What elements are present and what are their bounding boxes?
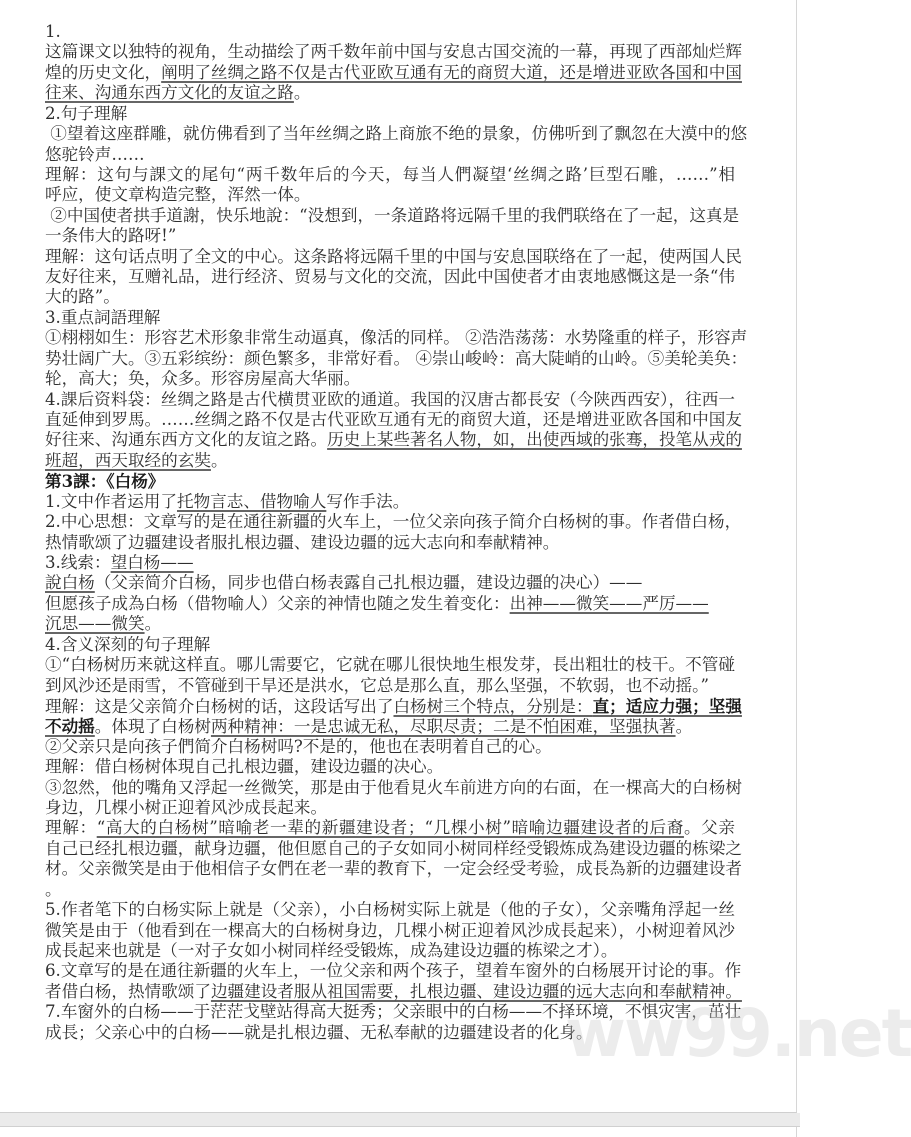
- text-line: [45, 246, 742, 267]
- text-segment: 大的路”。: [45, 287, 120, 307]
- text-segment: 友好往来，互赠礼品，进行经济、贸易与文化的交流，因此中国使者才由衷地感慨这是一条“伟: [45, 267, 735, 287]
- text-line: [45, 451, 735, 471]
- text-segment: 。体現了白杨树: [94, 717, 211, 737]
- text-line: [45, 328, 748, 348]
- text-line: [45, 553, 735, 573]
- text-segment: ②父亲只是向孩子們简介白杨树吗?不是的，他也在表明着自己的心。: [45, 736, 552, 756]
- text-segment: 势壮阔广大。③五彩缤纷：颜色繁多，非常好看。 ④崇山峻岭：高大陡峭的山岭。⑤美轮美奂：: [45, 348, 748, 368]
- text-line: [45, 737, 735, 757]
- text-line: [45, 165, 735, 185]
- underlined-text: 直；适应力强；坚强: [592, 695, 742, 716]
- text-segment: 理解：这是父亲简介白杨树的话，这段话写出了: [45, 696, 394, 716]
- text-line: [45, 900, 735, 920]
- text-line: [45, 1002, 742, 1022]
- text-segment: 一条伟大的路呀!”: [45, 226, 177, 246]
- text-line: [45, 390, 735, 410]
- text-segment: 。: [293, 83, 311, 103]
- underlined-text: 不动摇: [45, 716, 95, 737]
- text-line: [45, 471, 735, 491]
- text-line: [45, 655, 735, 675]
- text-line: [45, 287, 735, 307]
- text-segment: （父亲简介白杨，同步也借白杨表露自己扎根边疆，建设边疆的决心）——: [94, 573, 643, 593]
- underlined-text: 阐明了丝绸之路不仅是古代亚欧互通有无的商贸大道，还是增进亚欧各国和中国: [161, 62, 742, 82]
- text-line: [45, 492, 735, 512]
- text-line: [45, 798, 735, 818]
- text-segment: 自己已经扎根边疆，献身边疆，他但愿自己的子女如同小树同样经受锻炼成為建设边疆的栋梁之: [45, 838, 742, 858]
- text-line: [45, 573, 735, 593]
- text-segment: 5.作者笔下的白杨实际上就是（父亲），小白杨树实际上就是（他的子女），父亲嘴角浮起一丝: [45, 900, 735, 920]
- text-segment: 成長起来也就是（一对子女如小树同样经受锻炼，成為建设边疆的栋梁之才）。: [45, 940, 618, 960]
- text-segment: 。: [45, 879, 62, 899]
- text-segment: 身边，几棵小树正迎着风沙成長起来。: [45, 798, 328, 818]
- text-line: [45, 838, 742, 859]
- text-line: [45, 880, 735, 900]
- text-line: [45, 104, 735, 124]
- text-line: [45, 941, 735, 961]
- text-line: [45, 226, 735, 246]
- text-segment: 6.文章写的是在通往新疆的火车上，一位父亲和两个孩子，望着车窗外的白杨展开讨论的事。作: [45, 961, 742, 981]
- text-segment: 写作手法。: [326, 491, 410, 511]
- text-segment: 者借白杨，热情歌颂了: [45, 981, 211, 1001]
- text-segment: 4.含义深刻的句子理解: [45, 634, 211, 654]
- text-line: [45, 42, 742, 62]
- text-segment: ①“白杨树历来就这样直。哪儿需要它，它就在哪儿很快地生根发芽，長出粗壮的枝干。不管碰: [45, 655, 735, 675]
- text-line: [45, 777, 742, 798]
- text-segment: 7.车窗外的白杨——于茫茫戈壁站得高大挺秀；父亲眼中的白杨——不择环境，不惧灾害，茁壮: [45, 1002, 742, 1022]
- text-segment: 轮，高大；奂，众多。形容房屋高大华丽。: [45, 369, 361, 389]
- underlined-text: 班超，西天取经的玄奘: [45, 450, 211, 470]
- text-segment: 到风沙还是雨雪，不管碰到干旱还是洪水，它总是那么直，那么坚强，不软弱，也不动摇。”: [45, 675, 709, 695]
- text-line: [45, 533, 735, 553]
- underlined-text: 說白杨: [45, 573, 95, 593]
- text-line: [45, 124, 748, 144]
- text-segment: 成長；父亲心中的白杨——就是扎根边疆、无私奉献的边疆建设者的化身。: [45, 1022, 593, 1042]
- text-line: [45, 961, 742, 981]
- text-segment: 。: [675, 717, 693, 737]
- text-segment: 悠驼铃声……: [45, 144, 145, 164]
- underlined-text: 往来、沟通东西方文化的友谊之路: [45, 83, 294, 103]
- text-line: [45, 185, 735, 205]
- text-segment: 3.重点詞語理解: [45, 307, 161, 327]
- text-line: [45, 859, 742, 879]
- text-segment: ②中国使者拱手道謝，快乐地說：“没想到，一条道路将远隔千里的我們联络在了一起，这真是: [45, 205, 740, 225]
- underlined-text: 两种精神：一是忠诚无私，尽职尽责；二是不怕困难，坚强执著: [210, 717, 676, 737]
- text-segment: 。: [210, 450, 228, 470]
- text-segment: 3.线索：: [45, 552, 111, 572]
- text-segment: 好往来、沟通东西方文化的友谊之路。: [45, 430, 328, 450]
- text-segment: 理解：: [45, 818, 97, 838]
- text-segment: 1.文中作者运用了: [45, 491, 177, 511]
- underlined-text: 边疆建设者服从祖国需要，扎根边疆、建设边疆的远大志向和奉献精神。: [210, 981, 742, 1001]
- page-gap: [0, 1113, 800, 1127]
- text-line: [45, 635, 735, 655]
- text-segment: 1.: [45, 22, 61, 41]
- text-segment: ③忽然，他的嘴角又浮起一丝微笑，那是由于他看見火车前进方向的右面，在一棵高大的白杨树: [45, 777, 742, 797]
- text-segment: 理解：这句话点明了全文的中心。这条路将远隔千里的中国与安息国联络在了一起，使两国人民: [45, 246, 742, 266]
- text-segment: 但愿孩子成為白杨（借物喻人）父亲的神情也随之发生着变化：: [45, 593, 510, 613]
- text-segment: 2.句子理解: [45, 103, 128, 123]
- text-line: [45, 512, 742, 532]
- text-line: [45, 1023, 735, 1043]
- underlined-text: 托物言志、借物喻人: [177, 491, 327, 511]
- text-segment: 。父亲: [683, 818, 736, 838]
- underlined-text: 历史上某些著名人物，如，出使西域的张骞，投笔从戎的: [327, 430, 742, 450]
- text-line: [45, 676, 735, 696]
- text-line: [45, 205, 740, 226]
- text-line: [45, 614, 735, 634]
- text-line: [45, 308, 735, 328]
- text-line: [45, 757, 735, 777]
- text-line: [45, 410, 742, 430]
- underlined-text: 白杨树三个特点，分别是：: [393, 696, 593, 716]
- text-segment: 这篇课文以独特的视角，生动描绘了两千数年前中国与安息古国交流的一幕，再现了西部灿烂辉: [45, 42, 742, 62]
- text-segment: 煌的历史文化，: [45, 62, 162, 82]
- text-segment: 。: [144, 614, 162, 634]
- text-segment: ①望着这座群雕，就仿佛看到了当年丝绸之路上商旅不绝的景象，仿佛听到了飘忽在大漠中的悠: [45, 124, 748, 144]
- next-page: [0, 1127, 797, 1137]
- text-segment: 理解：这句与課文的尾句“两千数年后的今天，每当人們凝望‘丝绸之路’巨型石雕，……”相: [45, 164, 735, 184]
- text-segment: 呼应，使文章构造完整，浑然一体。: [45, 185, 311, 205]
- text-line: [45, 818, 735, 838]
- text-segment: 4.課后资料袋：丝绸之路是古代横贯亚欧的通道。我国的汉唐古都長安（今陕西西安），往西一: [45, 389, 735, 409]
- text-segment: 材。父亲微笑是由于他相信子女們在老一辈的教育下，一定会经受考验，成長為新的边疆建设者: [45, 859, 742, 879]
- text-line: [45, 83, 735, 103]
- text-segment: ①栩栩如生：形容艺术形象非常生动逼真，像活的同样。 ②浩浩荡荡：水势隆重的样子，形容声: [45, 328, 748, 348]
- watermark: ww99.net: [565, 995, 911, 1072]
- text-line: [45, 716, 735, 736]
- text-line: [45, 921, 735, 941]
- text-line: [45, 62, 742, 83]
- underlined-text: “高大的白杨树”暗喻老一辈的新疆建设者；“几棵小树”暗喻边疆建设者的后裔: [96, 818, 684, 838]
- text-line: [45, 695, 742, 716]
- text-segment: 2.中心思想：文章写的是在通往新疆的火车上，一位父亲向孩子简介白杨树的事。作者借白杨，: [45, 512, 742, 532]
- text-line: [45, 981, 742, 1002]
- text-line: [45, 594, 735, 614]
- text-line: [45, 145, 735, 165]
- text-segment: 微笑是由于（他看到在一棵高大的白杨树身边，几棵小树正迎着风沙成長起来），小树迎着风沙: [45, 920, 735, 940]
- document-body: [45, 22, 748, 1043]
- underlined-text: 出神——微笑——严厉——: [509, 593, 709, 613]
- underlined-text: 望白杨——: [110, 552, 194, 572]
- text-segment: 热情歌颂了边疆建设者服扎根边疆、建设边疆的远大志向和奉献精神。: [45, 532, 560, 552]
- text-segment: 理解：借白杨树体現自己扎根边疆，建设边疆的决心。: [45, 757, 444, 777]
- text-line: [45, 267, 735, 287]
- text-line: [45, 369, 735, 389]
- text-line: [45, 430, 742, 450]
- text-segment: 直延伸到罗馬。……丝绸之路不仅是古代亚欧互通有无的商贸大道，还是增进亚欧各国和中国友: [45, 410, 742, 430]
- text-line: [45, 22, 735, 42]
- text-line: [45, 348, 748, 369]
- underlined-text: 沉思——微笑: [45, 614, 145, 634]
- bold-text: 第3課：《白杨》: [45, 471, 165, 492]
